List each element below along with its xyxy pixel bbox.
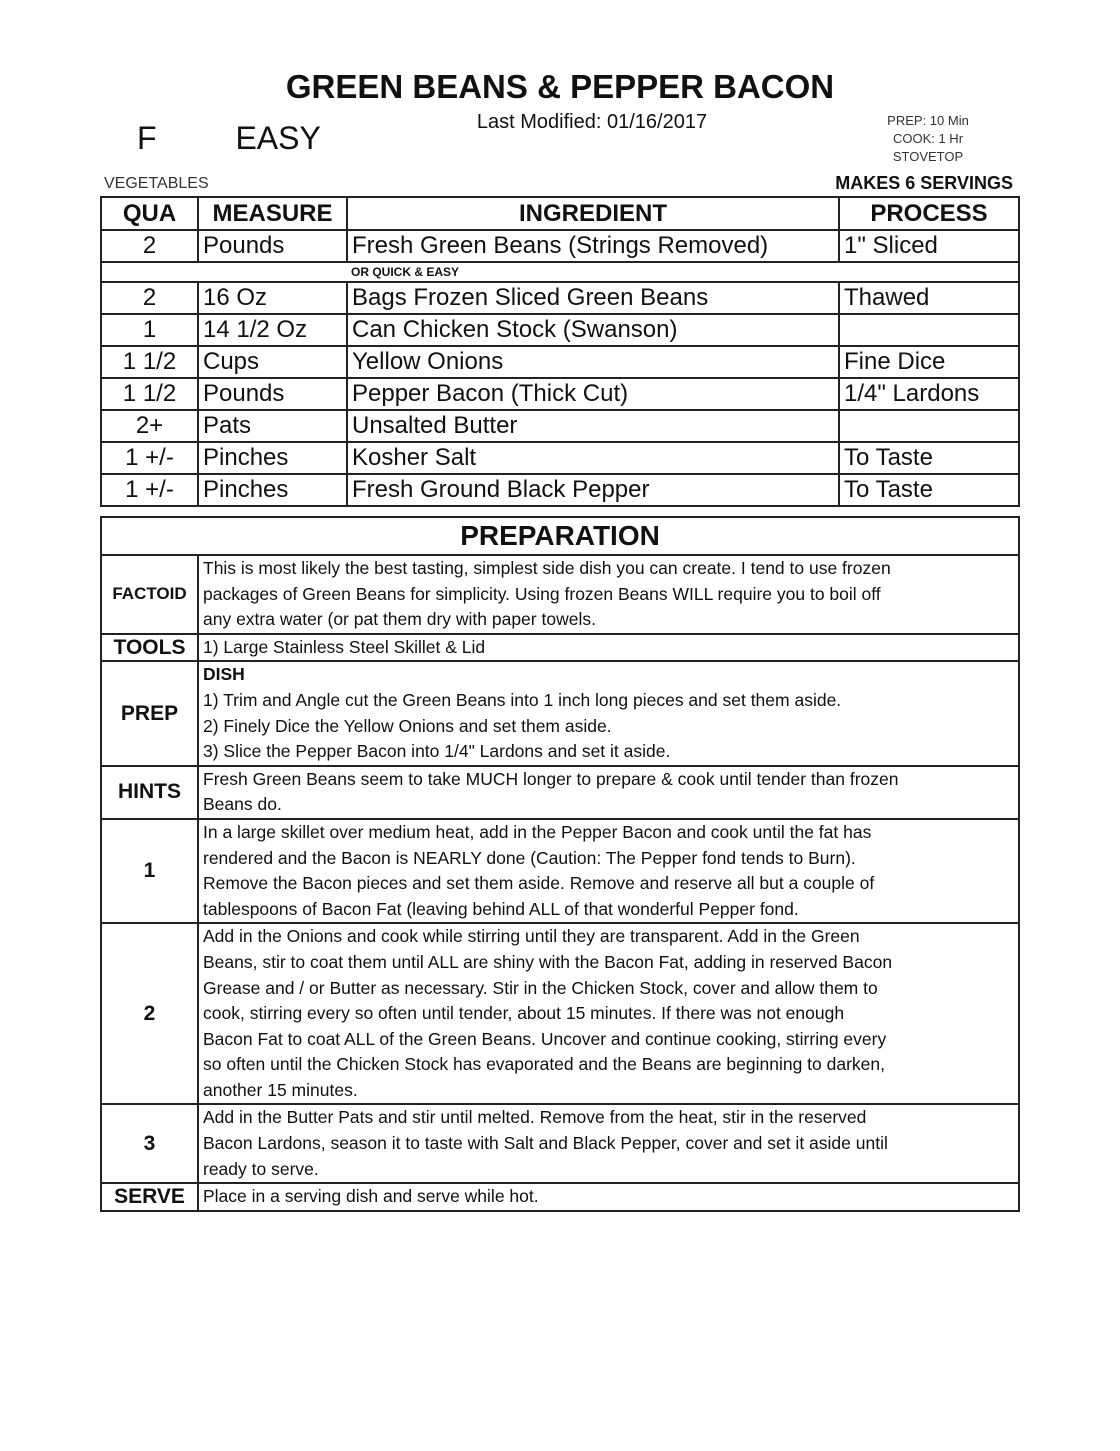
ingredient-row bbox=[101, 474, 1019, 506]
prep-section-label: FACTOID bbox=[101, 555, 198, 634]
ingredient-measure: Pats bbox=[198, 410, 347, 442]
prep-line: 1) Trim and Angle cut the Green Beans into 1 inch long pieces and set them aside. bbox=[203, 689, 842, 710]
rating-letter: F bbox=[137, 120, 157, 156]
prep-section-row bbox=[101, 555, 1019, 634]
prep-line: 3) Slice the Pepper Bacon into 1/4" Lardons and set it aside. bbox=[203, 741, 671, 762]
ingredient-qua: 1 1/2 bbox=[101, 378, 198, 410]
prep-section-label: PREP bbox=[101, 661, 198, 765]
ingredient-qua: 2 bbox=[101, 230, 198, 262]
category: VEGETABLES bbox=[104, 175, 209, 192]
ingredient-measure: Pinches bbox=[198, 474, 347, 506]
time-info bbox=[873, 112, 983, 166]
prep-line: Place in a serving dish and serve while hot. bbox=[203, 1186, 539, 1207]
ingredient-process: Fine Dice bbox=[839, 346, 1019, 378]
header-ingredient: INGREDIENT bbox=[347, 197, 839, 230]
prep-line: Bacon Lardons, season it to taste with Salt and Black Pepper, cover and set it aside until bbox=[203, 1133, 888, 1154]
ingredient-process: To Taste bbox=[839, 474, 1019, 506]
prep-section-row bbox=[101, 1183, 1019, 1211]
preparation-table bbox=[100, 516, 1020, 1212]
ingredient-qua: 2 bbox=[101, 282, 198, 314]
prep-section-label: HINTS bbox=[101, 766, 198, 819]
prep-line: cook, stirring every so often until tender, about 15 minutes. If there was not enough bbox=[203, 1003, 845, 1024]
prep-section-row bbox=[101, 923, 1019, 1104]
prep-line: 2) Finely Dice the Yellow Onions and set them aside. bbox=[203, 715, 612, 736]
ingredient-row bbox=[101, 282, 1019, 314]
prep-line: rendered and the Bacon is NEARLY done (Caution: The Pepper fond tends to Burn). bbox=[203, 847, 856, 868]
prep-line: Grease and / or Butter as necessary. Stir in the Chicken Stock, cover and allow them to bbox=[203, 977, 878, 998]
prep-section-label: 2 bbox=[101, 923, 198, 1104]
ingredient-process bbox=[839, 314, 1019, 346]
recipe-title: GREEN BEANS & PEPPER BACON bbox=[285, 68, 835, 105]
prep-line: tablespoons of Bacon Fat (leaving behind ALL of that wonderful Pepper fond. bbox=[203, 898, 799, 919]
ingredient-row bbox=[101, 410, 1019, 442]
header-process: PROCESS bbox=[839, 197, 1019, 230]
ingredient-ingredient: Unsalted Butter bbox=[347, 410, 839, 442]
ingredient-measure: Cups bbox=[198, 346, 347, 378]
ingredient-process: 1" Sliced bbox=[839, 230, 1019, 262]
ingredient-qua: 1 +/- bbox=[101, 474, 198, 506]
ingredient-process: 1/4" Lardons bbox=[839, 378, 1019, 410]
ingredient-measure: Pounds bbox=[198, 378, 347, 410]
prep-line: Add in the Onions and cook while stirring until they are transparent. Add in the Green bbox=[203, 926, 860, 947]
prep-section-label: 3 bbox=[101, 1104, 198, 1183]
ingredient-qua: 2+ bbox=[101, 410, 198, 442]
ingredient-ingredient: Fresh Ground Black Pepper bbox=[347, 474, 839, 506]
header-measure: MEASURE bbox=[198, 197, 347, 230]
prep-line: ready to serve. bbox=[203, 1158, 319, 1179]
prep-section-text bbox=[198, 1104, 1019, 1183]
prep-line: 1) Large Stainless Steel Skillet & Lid bbox=[203, 636, 486, 657]
prep-section-row bbox=[101, 766, 1019, 819]
prep-section-text bbox=[198, 1183, 1019, 1211]
ingredient-process: Thawed bbox=[839, 282, 1019, 314]
ingredient-row bbox=[101, 346, 1019, 378]
header-qua: QUA bbox=[101, 197, 198, 230]
ingredient-qua: 1 1/2 bbox=[101, 346, 198, 378]
prep-line: DISH bbox=[203, 664, 245, 685]
ingredient-process: To Taste bbox=[839, 442, 1019, 474]
prep-section-label: 1 bbox=[101, 819, 198, 923]
prep-line: packages of Green Beans for simplicity. Using frozen Beans WILL require you to boil off bbox=[203, 583, 881, 604]
ingredient-measure: 14 1/2 Oz bbox=[198, 314, 347, 346]
ingredient-row bbox=[101, 230, 1019, 262]
last-modified: Last Modified: 01/16/2017 bbox=[476, 111, 708, 133]
prep-line: Remove the Bacon pieces and set them aside. Remove and reserve all but a couple of bbox=[203, 873, 875, 894]
prep-section-row bbox=[101, 634, 1019, 662]
ingredient-ingredient: Bags Frozen Sliced Green Beans bbox=[347, 282, 839, 314]
ingredient-row bbox=[101, 378, 1019, 410]
prep-line: Fresh Green Beans seem to take MUCH longer to prepare & cook until tender than frozen bbox=[203, 768, 899, 789]
alt-note-row bbox=[101, 262, 1019, 282]
prep-section-text bbox=[198, 555, 1019, 634]
ingredient-ingredient: Pepper Bacon (Thick Cut) bbox=[347, 378, 839, 410]
cook-time: COOK: 1 Hr bbox=[892, 131, 964, 146]
prep-line: Bacon Fat to coat ALL of the Green Beans. Uncover and continue cooking, stirring every bbox=[203, 1028, 887, 1049]
prep-section-row bbox=[101, 819, 1019, 923]
prep-section-label: TOOLS bbox=[101, 634, 198, 662]
prep-line: so often until the Chicken Stock has evaporated and the Beans are beginning to darken, bbox=[203, 1054, 885, 1075]
prep-section-text bbox=[198, 634, 1019, 662]
ingredient-row bbox=[101, 442, 1019, 474]
prep-line: Beans do. bbox=[203, 794, 282, 815]
prep-line: In a large skillet over medium heat, add in the Pepper Bacon and cook until the fat has bbox=[203, 821, 872, 842]
prep-line: another 15 minutes. bbox=[203, 1079, 358, 1100]
ingredient-ingredient: Can Chicken Stock (Swanson) bbox=[347, 314, 839, 346]
prep-line: any extra water (or pat them dry with paper towels. bbox=[203, 609, 596, 630]
ingredient-measure: Pinches bbox=[198, 442, 347, 474]
prep-line: This is most likely the best tasting, simplest side dish you can create. I tend to use frozen bbox=[203, 558, 891, 578]
prep-line: Add in the Butter Pats and stir until melted. Remove from the heat, stir in the reserved bbox=[203, 1107, 867, 1128]
cook-method: STOVETOP bbox=[892, 149, 964, 164]
ingredient-row bbox=[101, 314, 1019, 346]
prep-section-label: SERVE bbox=[101, 1183, 198, 1211]
ingredient-measure: Pounds bbox=[198, 230, 347, 262]
ingredient-qua: 1 +/- bbox=[101, 442, 198, 474]
difficulty: EASY bbox=[235, 120, 321, 156]
alt-note: OR QUICK & EASY bbox=[101, 262, 1019, 282]
prep-section-text bbox=[198, 923, 1019, 1104]
ingredient-qua: 1 bbox=[101, 314, 198, 346]
prep-section-text bbox=[198, 766, 1019, 819]
rating-block bbox=[137, 120, 321, 157]
prep-section-row bbox=[101, 661, 1019, 765]
ingredient-measure: 16 Oz bbox=[198, 282, 347, 314]
servings: MAKES 6 SERVINGS bbox=[835, 173, 1013, 193]
ingredient-ingredient: Kosher Salt bbox=[347, 442, 839, 474]
ingredients-header-row bbox=[101, 197, 1019, 230]
preparation-heading: PREPARATION bbox=[101, 517, 1019, 555]
prep-section-row bbox=[101, 1104, 1019, 1183]
prep-time: PREP: 10 Min bbox=[887, 113, 969, 128]
prep-section-text bbox=[198, 819, 1019, 923]
ingredient-ingredient: Yellow Onions bbox=[347, 346, 839, 378]
prep-section-text bbox=[198, 661, 1019, 765]
ingredients-table bbox=[100, 196, 1020, 507]
ingredient-ingredient: Fresh Green Beans (Strings Removed) bbox=[347, 230, 839, 262]
ingredient-process bbox=[839, 410, 1019, 442]
prep-line: Beans, stir to coat them until ALL are shiny with the Bacon Fat, adding in reserved Bacon bbox=[203, 951, 893, 972]
